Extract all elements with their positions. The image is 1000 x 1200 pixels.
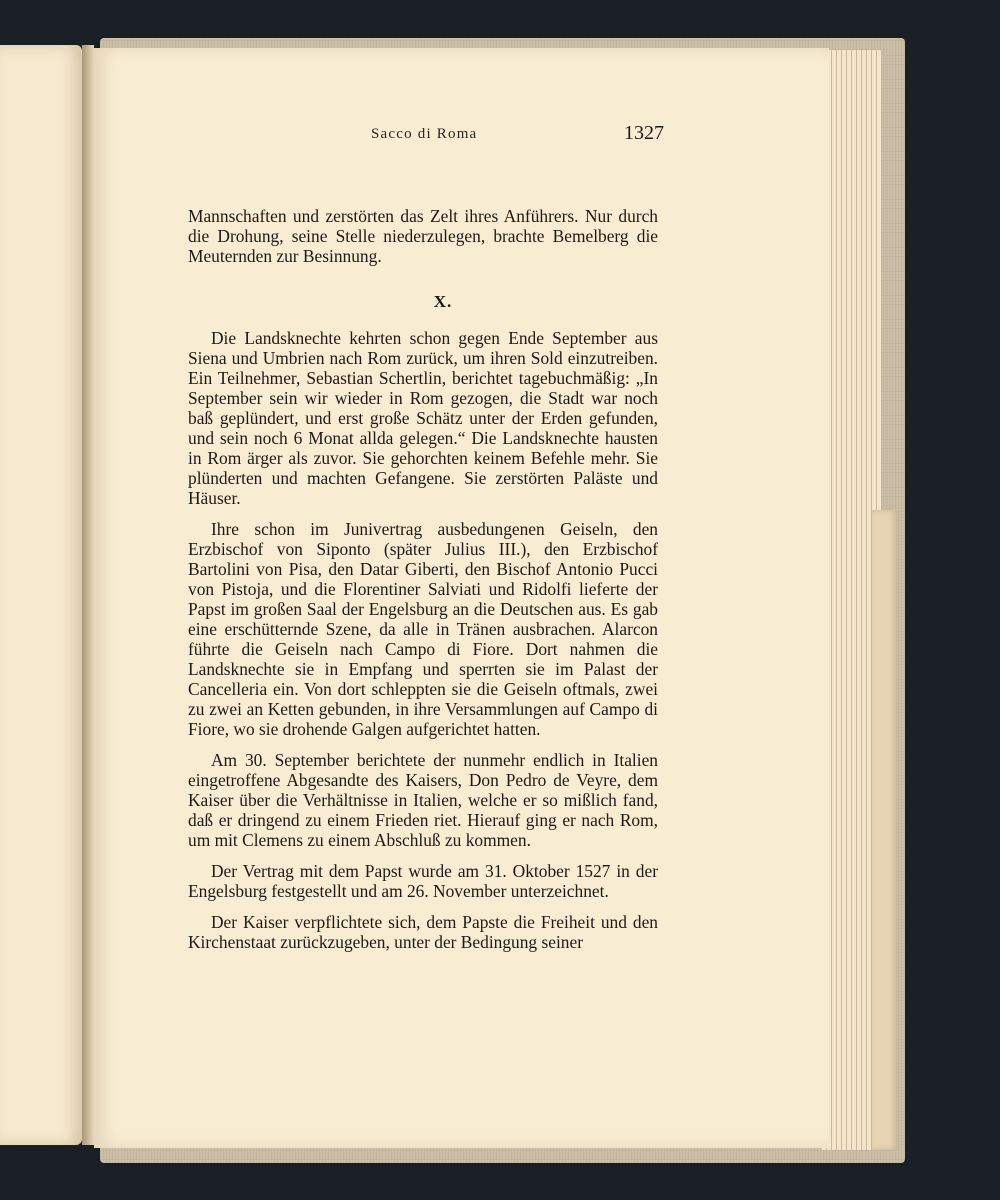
paragraph: Der Kaiser verpflichtete sich, dem Papste die Freiheit und den Kirchenstaat zurückzugeben, unter der Bedingung seiner [188, 912, 658, 952]
paragraph: Am 30. September berichtete der nunmehr endlich in Italien eingetroffene Abgesandte des Kaisers, Don Pedro de Veyre, dem Kaiser über die Verhältnisse in Italien, welche er so mißlich fand, daß er dringend zu einem Frieden riet. Hierauf ging er nach Rom, um mit Clemens zu einem Abschluß zu kommen. [188, 750, 658, 850]
section-heading: X. [433, 292, 453, 311]
running-head [94, 122, 664, 156]
body-text [188, 206, 658, 963]
page-number: 1327 [624, 122, 664, 144]
paragraph: Der Vertrag mit dem Papst wurde am 31. Oktober 1527 in der Engelsburg festgestellt und am 26. November unterzeichnet. [188, 861, 658, 901]
paragraph: Die Landsknechte kehrten schon gegen Ende September aus Siena und Umbrien nach Rom zurück, um ihren Sold einzutreiben. Ein Teilnehmer, Sebastian Schertlin, berichtet tagebuchmäßig: „In September sein wir wieder in Rom gezogen, die Stadt war noch baß geplündert, und erst große Schätz unter der Erden gefunden, und sein noch 6 Monat allda gelegen.“ Die Landsknechte hausten in Rom ärger als zuvor. Sie gehorchten keinem Befehle mehr. Sie plünderten und machten Gefangene. Sie zerstörten Paläste und Häuser. [188, 328, 658, 508]
page-tab [872, 510, 898, 1150]
left-page [0, 45, 82, 1145]
running-title: Sacco di Roma [371, 126, 478, 142]
book-gutter [82, 45, 94, 1145]
paragraph: Mannschaften und zerstörten das Zelt ihres Anführers. Nur durch die Drohung, seine Stelle niederzulegen, brachte Bemelberg die Meuternden zur Besinnung. [188, 206, 658, 266]
paragraph: Ihre schon im Junivertrag ausbedungenen Geiseln, den Erzbischof von Siponto (später Julius III.), den Erzbischof Bartolini von Pisa, den Datar Giberti, den Bischof Antonio Pucci von Pistoja, und die Florentiner Salviati und Ridolfi lieferte der Papst im großen Saal der Engelsburg an die Deutschen aus. Es gab eine erschütternde Szene, da alle in Tränen ausbrachen. Alarcon führte die Geiseln nach Campo di Fiore. Dort nahmen die Landsknechte sie in Empfang und sperrten sie im Palast der Cancelleria ein. Von dort schleppten sie die Geiseln oftmals, zwei zu zwei an Ketten gebunden, in ihre Versammlungen auf Campo di Fiore, wo sie drohende Galgen aufgerichtet hatten. [188, 519, 658, 739]
